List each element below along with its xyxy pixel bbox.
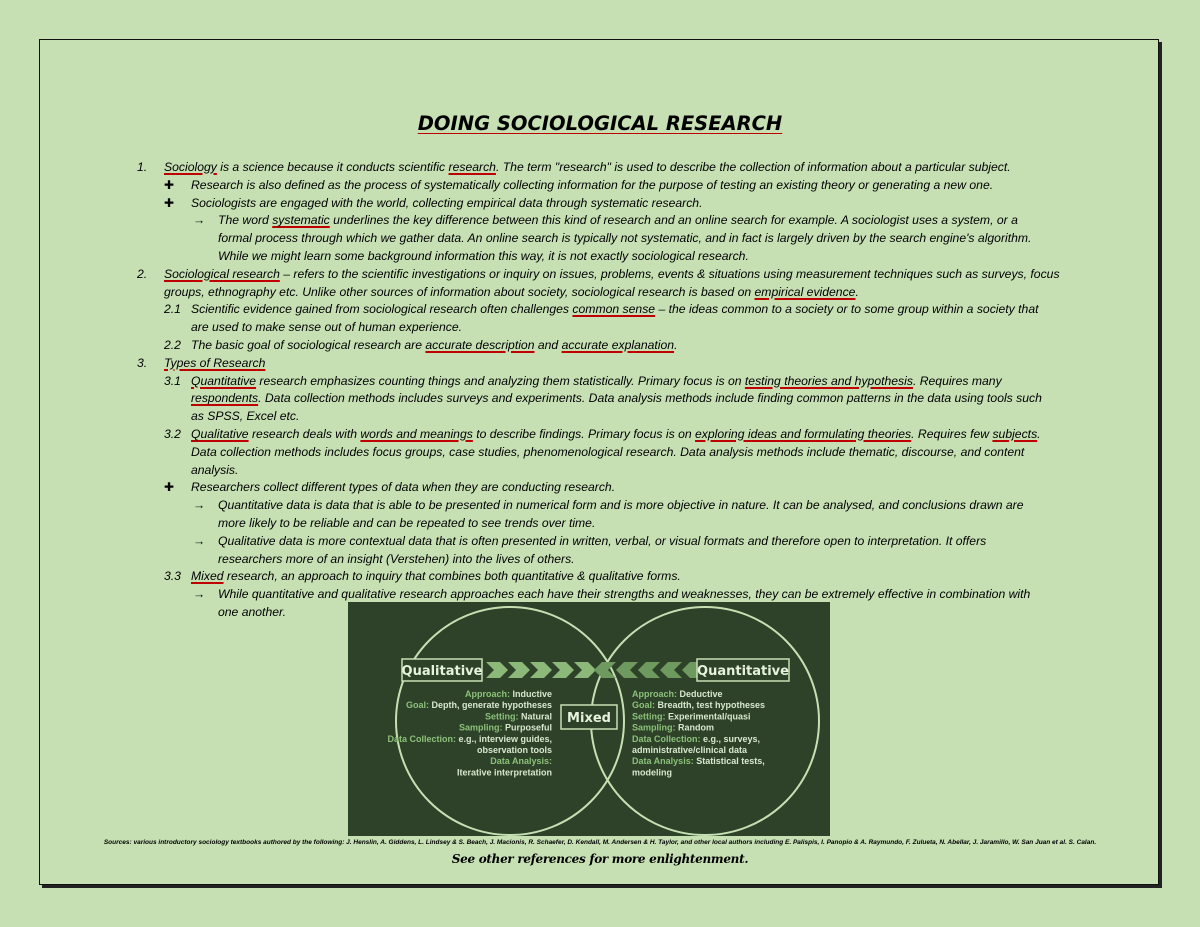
qualitative-detail-line: Iterative interpretation bbox=[456, 767, 552, 778]
qualitative-detail-line: Approach: Inductive bbox=[464, 689, 552, 699]
list-number: 2.2 bbox=[164, 338, 181, 352]
arrow-icon: → bbox=[193, 498, 206, 513]
list-item: While quantitative and qualitative research approaches each have their strengths and weaknesses, they can be extremely effective in combination with bbox=[218, 587, 1031, 602]
list-item-continued: are used to make sense out of human experience. bbox=[191, 320, 462, 335]
list-item-continued: While we might learn some background information this way, it is not exactly sociological research. bbox=[218, 249, 749, 263]
qualitative-detail-line: Data Analysis: bbox=[490, 756, 552, 767]
list-item-continued: researchers more of an insight (Verstehen) into the lives of others. bbox=[218, 551, 575, 566]
list-item-continued: as SPSS, Excel etc. bbox=[191, 409, 300, 424]
quantitative-detail-line: Setting: Experimental/quasi bbox=[632, 711, 751, 722]
quantitative-detail-line: administrative/clinical data bbox=[632, 745, 748, 755]
list-number: 3.2 bbox=[164, 427, 181, 441]
quantitative-detail-line: modeling bbox=[632, 767, 672, 778]
list-number: 3. bbox=[137, 355, 148, 370]
list-item-continued: Data collection methods includes focus groups, case studies, phenomenological research. Data analysis methods include thematic, discourse, and content bbox=[191, 444, 1025, 459]
list-item: Scientific evidence gained from sociological research often challenges common sense – the ideas common to a society or to some group within a society that bbox=[191, 302, 1039, 317]
list-item-continued: formal process through which we gather data. An online search is typically not systematic, and in fact is largely driven by the search engine's algorithm. bbox=[218, 231, 1032, 246]
list-item: Types of Research bbox=[164, 355, 266, 370]
list-item: Researchers collect different types of data when they are conducting research. bbox=[191, 480, 616, 495]
quantitative-detail-line: Data Analysis: Statistical tests, bbox=[632, 756, 765, 767]
list-item: Mixed research, an approach to inquiry that combines both quantitative & qualitative forms. bbox=[191, 569, 681, 584]
list-item-continued: groups, ethnography etc. Unlike other sources of information about society, sociological research is based on empirical evidence. bbox=[164, 284, 859, 299]
qualitative-label: Qualitative bbox=[401, 664, 483, 679]
list-item: Sociological research – refers to the scientific investigations or inquiry on issues, problems, events & situations using measurement techniques such as surveys, focus bbox=[164, 266, 1060, 281]
list-item: The basic goal of sociological research are accurate description and accurate explanation. bbox=[191, 338, 678, 352]
list-item: Quantitative research emphasizes counting things and analyzing them statistically. Primary focus is on testing theories and hypothesis. Requires many bbox=[191, 373, 1002, 388]
quantitative-detail-line: Approach: Deductive bbox=[632, 689, 723, 699]
arrow-icon: → bbox=[193, 587, 206, 602]
list-item: Sociologists are engaged with the world, collecting empirical data through systematic research. bbox=[191, 195, 703, 210]
list-number: 2.1 bbox=[164, 302, 181, 317]
qualitative-detail-line: Setting: Natural bbox=[484, 711, 552, 722]
quantitative-detail-line: Sampling: Random bbox=[632, 722, 715, 733]
sources-note: Sources: various introductory sociology textbooks authored by the following: J. Henslin, A. Giddens, L. Lindsey & S. Beach, J. Macionis, R. Schaefer, D. Kendall, M. Andersen & H. Taylor, and other local authors including E. Palispis, I. Panopio & A. Raymundo, F. Zulueta, N. Abellar, J. Jaramillo, W. San Juan et al. S. Calan. bbox=[103, 839, 1097, 846]
mixed-label: Mixed bbox=[567, 711, 611, 726]
list-item-continued: one another. bbox=[218, 605, 286, 619]
chevrons-right-icon bbox=[486, 662, 596, 678]
bullet-icon: ✚ bbox=[164, 177, 175, 192]
list-number: 3.3 bbox=[164, 569, 181, 584]
list-item-continued: analysis. bbox=[191, 462, 239, 477]
qualitative-detail-line: observation tools bbox=[476, 745, 552, 755]
list-number: 3.1 bbox=[164, 373, 181, 388]
list-item: Qualitative research deals with words and meanings to describe findings. Primary focus is on exploring ideas and formulating theories. Requires few subjects. bbox=[191, 427, 1041, 441]
arrow-icon: → bbox=[193, 213, 206, 228]
chevrons-left-icon bbox=[594, 662, 704, 678]
list-number: 2. bbox=[137, 266, 148, 281]
list-item: Qualitative data is more contextual data that is often presented in written, verbal, or visual formats and therefore open to interpretation. It offers bbox=[218, 533, 987, 548]
list-item: Sociology is a science because it conducts scientific research. The term "research" is used to describe the collection of information about a particular subject. bbox=[164, 160, 1011, 174]
qualitative-detail-line: Data Collection: e.g., interview guides, bbox=[387, 733, 552, 744]
list-item-continued: more likely to be reliable and can be repeated to see trends over time. bbox=[218, 516, 596, 530]
see-other-references: See other references for more enlightenment. bbox=[451, 852, 749, 866]
document-title: DOING SOCIOLOGICAL RESEARCH bbox=[417, 112, 783, 135]
quantitative-detail-line: Data Collection: e.g., surveys, bbox=[632, 733, 761, 744]
list-number: 1. bbox=[137, 160, 148, 174]
list-item: Research is also defined as the process of systematically collecting information for the purpose of testing an existing theory or generating a new one. bbox=[191, 177, 994, 192]
venn-diagram bbox=[348, 602, 830, 836]
qualitative-details bbox=[387, 689, 552, 777]
list-item: The word systematic underlines the key difference between this kind of research and an online search for example. A sociologist uses a system, or a bbox=[218, 213, 1018, 228]
qualitative-detail-line: Goal: Depth, generate hypotheses bbox=[405, 700, 552, 711]
qualitative-detail-line: Sampling: Purposeful bbox=[458, 722, 552, 733]
bullet-icon: ✚ bbox=[164, 480, 175, 495]
bullet-icon: ✚ bbox=[164, 195, 175, 210]
arrow-icon: → bbox=[193, 533, 206, 548]
quantitative-detail-line: Goal: Breadth, test hypotheses bbox=[632, 700, 766, 711]
venn-svg bbox=[348, 602, 830, 836]
quantitative-details bbox=[632, 689, 765, 777]
list-item-continued: respondents. Data collection methods includes surveys and experiments. Data analysis methods include finding common patterns in the data using tools such bbox=[191, 391, 1042, 406]
quantitative-label: Quantitative bbox=[697, 664, 789, 679]
list-item: Quantitative data is data that is able to be presented in numerical form and is more objective in nature. It can be analysed, and conclusions drawn are bbox=[218, 498, 1024, 513]
